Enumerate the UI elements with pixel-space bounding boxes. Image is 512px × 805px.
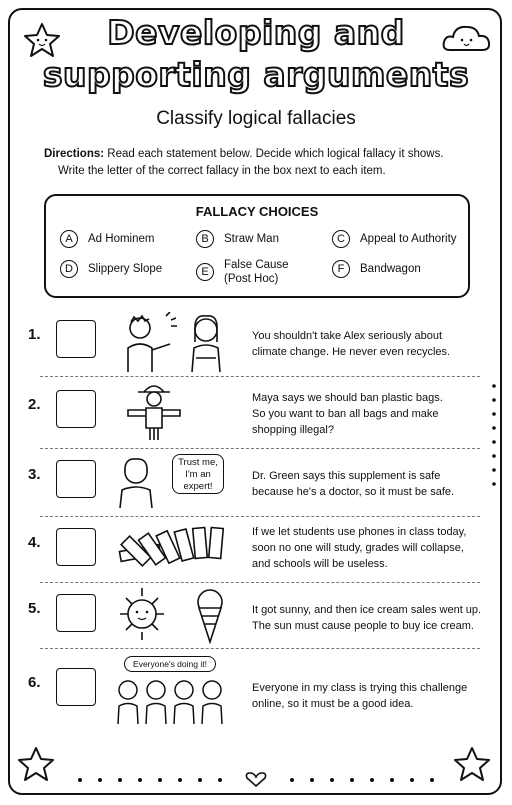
answer-box-3[interactable] (56, 460, 96, 498)
choice-name-line2: (Post Hoc) (224, 273, 279, 285)
statement-line: The sun must cause people to buy ice cream. (252, 620, 474, 632)
choice-c (332, 230, 457, 248)
directions-line1: Read each statement below. Decide which logical fallacy it shows. (107, 148, 444, 160)
dotted-border-decoration (60, 770, 452, 790)
statement-line: If we let students use phones in class today, (252, 526, 467, 538)
falling-dominoes-icon (116, 522, 226, 570)
directions-label: Directions: (44, 148, 105, 160)
choice-name: False Cause (224, 259, 289, 271)
choice-f (332, 260, 421, 278)
statement-line: You shouldn't take Alex seriously about (252, 330, 443, 342)
dotted-side-decoration (488, 380, 500, 490)
item-row-2 (26, 390, 480, 460)
choice-name: Appeal to Authority (360, 233, 457, 245)
choice-letter: E (196, 263, 214, 281)
statement-line: online, so it must be a good idea. (252, 698, 414, 710)
statement-line: and schools will be useless. (252, 558, 388, 570)
item-number: 5. (28, 600, 41, 617)
choice-d (60, 260, 162, 278)
row-divider (40, 516, 480, 517)
choice-name: Straw Man (224, 233, 279, 245)
item-statement (252, 390, 482, 438)
directions (44, 146, 484, 180)
choice-a (60, 230, 154, 248)
bubble-text: I'm an (185, 469, 211, 480)
group-of-kids-illustration (114, 676, 230, 726)
scarecrow-icon (124, 382, 184, 442)
fallacy-choices-box (44, 194, 470, 298)
speech-bubble (172, 454, 224, 494)
statement-line: soon no one will study, grades will collapse, (252, 542, 464, 554)
heart-icon (246, 773, 265, 786)
doctor-illustration (116, 454, 158, 510)
answer-box-1[interactable] (56, 320, 96, 358)
item-row-4 (26, 528, 480, 598)
item-statement (252, 328, 482, 360)
choices-header: FALLACY CHOICES (195, 204, 319, 219)
page-subtitle: Classify logical fallacies (156, 108, 356, 129)
answer-box-6[interactable] (56, 668, 96, 706)
pointing-person-illustration (116, 312, 236, 374)
speech-bubble: Everyone's doing it! (124, 656, 216, 672)
row-divider (40, 582, 480, 583)
item-row-3 (26, 457, 480, 530)
item-number: 4. (28, 534, 41, 551)
star-doodle-icon (14, 742, 62, 786)
statement-line: because he's a doctor, so it must be safe. (252, 486, 455, 498)
statement-line: Everyone in my class is trying this challenge (252, 682, 468, 694)
item-statement (252, 680, 482, 712)
statement-line: Dr. Green says this supplement is safe (252, 470, 441, 482)
choice-b (196, 230, 279, 248)
statement-line: climate change. He never even recycles. (252, 346, 451, 358)
bubble-text: expert! (183, 481, 213, 492)
item-number: 6. (28, 674, 41, 691)
statement-line: Maya says we should ban plastic bags. (252, 392, 443, 404)
item-row-1 (26, 320, 480, 390)
item-row-5 (26, 594, 480, 664)
answer-box-4[interactable] (56, 528, 96, 566)
star-doodle-icon (450, 742, 498, 786)
choice-e (196, 258, 289, 286)
item-statement (252, 602, 482, 634)
item-number: 3. (28, 466, 41, 483)
choice-name: Bandwagon (360, 263, 421, 275)
choice-letter: D (60, 260, 78, 278)
row-divider (40, 448, 480, 449)
row-divider (40, 376, 480, 377)
directions-line2: Write the letter of the correct fallacy in the box next to each item. (58, 165, 386, 177)
item-statement (252, 468, 482, 500)
statement-line: shopping illegal? (252, 424, 334, 436)
row-divider (40, 648, 480, 649)
choice-name: Slippery Slope (88, 263, 163, 275)
choice-letter: B (196, 230, 214, 248)
bubble-text: Trust me, (178, 457, 218, 468)
choice-letter: C (332, 230, 350, 248)
item-statement (252, 524, 482, 572)
choice-letter: A (60, 230, 78, 248)
choice-name: Ad Hominem (88, 233, 155, 245)
answer-box-5[interactable] (56, 594, 96, 632)
item-number: 1. (28, 326, 41, 343)
page-title-line2: supporting arguments (42, 55, 470, 94)
item-number: 2. (28, 396, 41, 413)
item-row-6 (26, 659, 480, 738)
sun-and-ice-cream-illustration (118, 586, 238, 644)
statement-line: So you want to ban all bags and make (252, 408, 439, 420)
answer-box-2[interactable] (56, 390, 96, 428)
statement-line: It got sunny, and then ice cream sales went up. (252, 604, 482, 616)
choice-letter: F (332, 260, 350, 278)
page-title: Developing and (107, 13, 405, 52)
